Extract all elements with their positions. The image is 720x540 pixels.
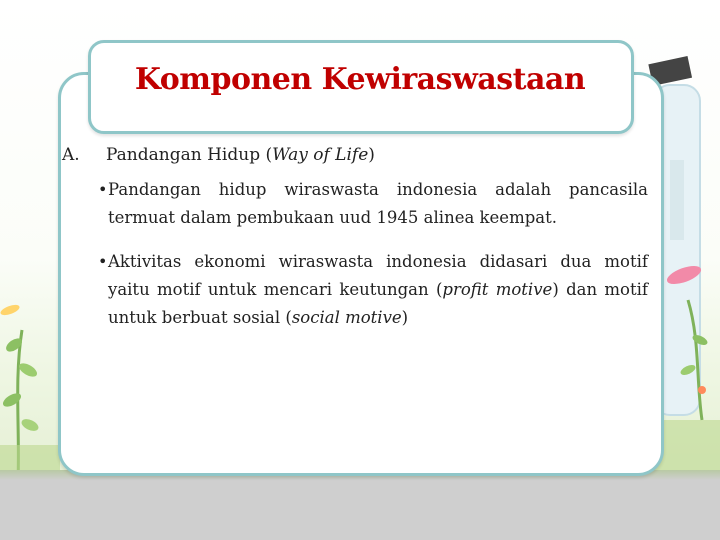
bullet-item bbox=[98, 248, 648, 332]
bullet-icon: • bbox=[98, 252, 108, 271]
section-title: Pandangan Hidup (Way of Life) bbox=[106, 145, 375, 165]
bullet-text: Pandangan hidup wiraswasta indonesia adalah pancasila termuat dalam pembukaan uud 1945 alinea keempat. bbox=[108, 180, 648, 227]
bullet-text: Aktivitas ekonomi wiraswasta indonesia didasari dua motif yaitu motif untuk mencari keutungan (profit motive) dan motif untuk berbuat sosial (social motive) bbox=[108, 252, 648, 327]
section-letter: A. bbox=[62, 145, 80, 165]
bullet-icon: • bbox=[98, 180, 108, 199]
slide-title: Komponen Kewiraswastaan bbox=[134, 62, 586, 97]
footer-band bbox=[0, 470, 720, 540]
bullet-item bbox=[98, 176, 648, 232]
